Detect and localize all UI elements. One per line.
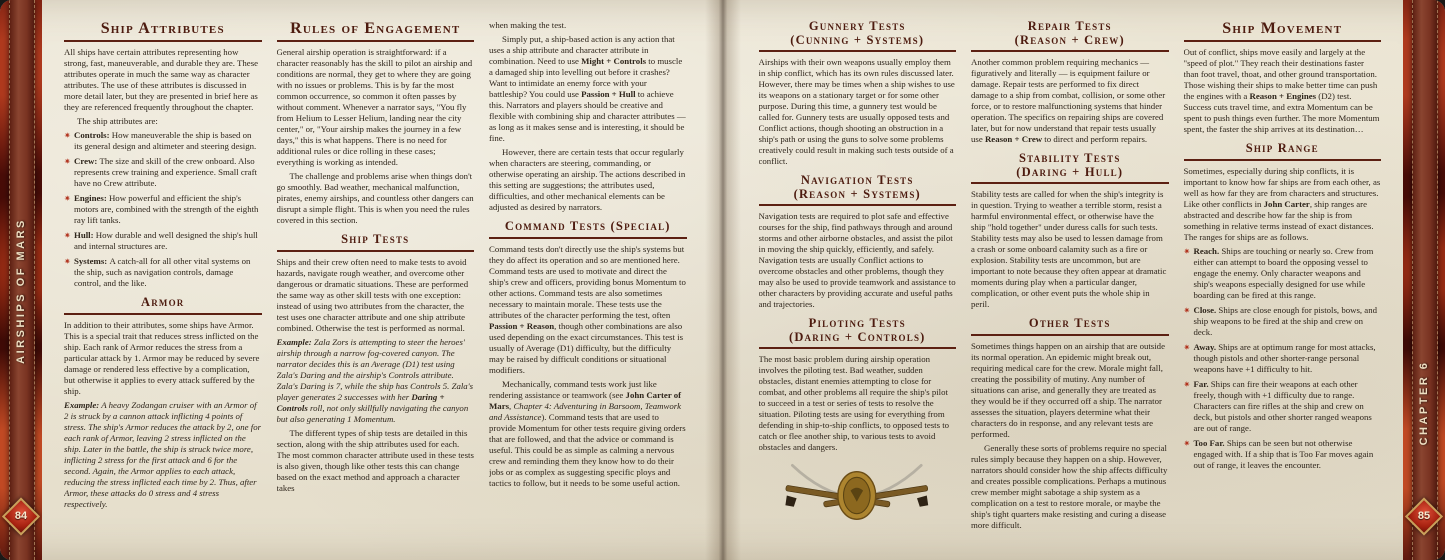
paragraph: Navigation tests are required to plot safe and effective courses for the ship, find pathways through and around storms and other airborne obstacles, and assist the pilot in moving the ship quickly, efficiently, and safely. Navigation tests are usually Conflict actions to overcome obstacles and other problems, though they may also be used to provide teamwork and assistance to other characters by providing accurate and useful paths and trajectories.: [758, 211, 956, 309]
paragraph: Another common problem requiring mechanics — figuratively and literally — is equipment failure or damage. Repair tests are performed to fix direct damage to a ship from combat, collision, or some other force, or to restore malfunctioning systems that hinder operation. The specifics on repairing ships are covered later, but for now understand that repair tests usually use Reason + Crew to direct and perform repairs.: [971, 57, 1166, 144]
heading-rule: [489, 237, 687, 239]
bullet-text: Controls: How maneuverable the ship is based on its general design and altimeter and steering design.: [74, 130, 257, 152]
bullet-item: [1184, 246, 1382, 301]
column-6: [1184, 20, 1382, 550]
bullet-star-icon: ✷: [1183, 246, 1191, 256]
heading-gunnery-tests: Gunnery Tests (Cunning + Systems): [759, 20, 957, 52]
paragraph: Ships and their crew often need to make tests to avoid hazards, navigate rough weather, and overcome other dangerous or dramatic situations. These are performed the same way as other skill tests with one exception: instead of using two attributes from the character, the test uses one character attribute and one ship attribute combined. Otherwise the test is performed as normal.: [276, 256, 469, 333]
page-gutter: [705, 0, 741, 560]
heading-stability-tests: Stability Tests (Daring + Hull): [971, 152, 1169, 184]
sidebar-strap: [1412, 0, 1438, 560]
bullet-item: [1184, 305, 1382, 338]
paragraph: Generally these sorts of problems require no special rules simply because they happen on a ship. However, narrators should consider how the ship affects difficulty and creates possible complications. Perhaps a mutinous crew member might sabotage a ship system as a complication on a test to restore morale, or maybe the ship's tight quarters make resisting and curing a disease more difficult.: [971, 442, 1168, 530]
example-text: Example: Zala Zors is attempting to steer the heroes' airship through a narrow fog-covered canyon. The narrator decides this is an Average (D1) test using Zala's Daring and the airship's Controls attribute. Zala's Daring is 7, while the ship has Controls 5. Zala's player generates 2 successes with her Daring + Controls roll, not only skillfully navigating the canyon but also generating 1 Momentum.: [276, 336, 474, 424]
heading-piloting-tests: Piloting Tests (Daring + Controls): [759, 317, 957, 349]
bullet-text: Systems: A catch-all for all other vital systems on the ship, such as navigation controls, damage control, and the like.: [74, 256, 251, 289]
bullet-star-icon: ✷: [64, 157, 71, 167]
bullet-text: Close. Ships are close enough for pistols, bows, and ship weapons to be fired at the ship and crew on deck.: [1193, 304, 1377, 337]
bullet-item: [1184, 438, 1382, 471]
bullet-text: Reach. Ships are touching or nearly so. Crew from either can attempt to board the opposing vessel to engage the enemy. Only character weapons and ship's weapons especially designed for use while boarding can be fired at this range.: [1193, 245, 1374, 300]
right-chapter-sidebar: [1403, 0, 1445, 560]
heading-rule: [759, 50, 957, 52]
paragraph: Mechanically, command tests work just like rendering assistance or teamwork (see John Carter of Mars, Chapter 4: Adventuring in Barsoom, Teamwork and Assistance). Command tests that are used to provide Momentum for other tests require giving orders that are followed, and that the advice or command is useful. This could be as simple as calming a nervous crew and reminding them they know how to do their jobs or as complex as suggesting specific ploys and tactics to follow, but it needs to be some useful action.: [489, 378, 686, 488]
paragraph: The different types of ship tests are detailed in this section, along with the ship attributes used for each. The most common character attribute used in these tests is also given, though like other tests this can change based on the exact method and approach a character takes: [276, 427, 474, 493]
heading-ship-tests: Ship Tests: [277, 233, 475, 252]
bullet-text: Hull: How durable and well designed the ship's hull and internal structures are.: [74, 230, 258, 252]
heading-command-tests-special: Command Tests (Special): [489, 220, 687, 239]
crossed-rifles-emblem: [762, 457, 952, 527]
heading-rule: [1184, 159, 1382, 161]
bullet-star-icon: ✷: [64, 131, 71, 141]
bullet-star-icon: ✷: [1183, 305, 1191, 315]
bullet-text: Engines: How powerful and efficient the ship's motors are, combined with the strength of the eighth ray lift tanks.: [74, 193, 259, 226]
bullet-item: [64, 156, 262, 189]
heading-rule: [277, 250, 475, 252]
bullet-star-icon: ✷: [1183, 342, 1191, 352]
paragraph: Sometimes, especially during ship conflicts, it is important to know how far ships are from each other, as well as how far they are from characters and structures. Like other conflicts in John Carter, ship ranges are abstracted and describe how far the ship is from something in relative terms instead of exact distances. The ranges for ships are as follows.: [1183, 165, 1381, 242]
paragraph: when making the test.: [489, 20, 567, 30]
column-3: [489, 20, 687, 550]
heading-rule: [971, 334, 1169, 336]
heading-rule: [971, 182, 1169, 184]
heading-rules-of-engagement: Rules of Engagement: [277, 20, 475, 42]
paragraph: Sometimes things happen on an airship that are outside its normal operation. An epidemic might break out, requiring medical care for the crew. Morale might fall, creating the possibility of mutiny. Any number of situations can arise, and generally they are treated as they would be if they occurred off a ship. The narrator assesses the situation, players determine what their characters do in response, and any relevant tests are performed.: [971, 340, 1165, 439]
paragraph: General airship operation is straightforward: if a character reasonably has the skill to pilot an airship and conditions are normal, they get to where they are going with no issues or problems. This is by far the most common occurrence, so common it often passes by without comment. Whenever a narrator says, "You fly from Helium to Lesser Helium, landing near the city center," or, "Your airship makes the journey in a few days," this is what happens. There is no need for additional rules or dice rolling in these cases; everything is working as intended.: [276, 47, 473, 168]
bullet-list: [1184, 246, 1382, 471]
heading-rule: [64, 313, 262, 315]
left-chapter-sidebar: [0, 0, 42, 560]
bullet-item: [64, 130, 262, 152]
bullet-star-icon: ✷: [1183, 379, 1191, 389]
bullet-text: Away. Ships are at optimum range for most attacks, though pistols and other shorter-range personal weapons have +1 difficulty to hit.: [1193, 341, 1376, 374]
heading-armor: Armor: [64, 296, 262, 315]
heading-rule: [277, 40, 475, 42]
heading-other-tests: Other Tests: [971, 317, 1169, 336]
paragraph: The most basic problem during airship operation involves the piloting test. Bad weather, sudden obstacles, distant enemies attempting to close for combat, and other problems all require the ship's pilot to succeed in a test or series of tests to resolve the situation. Piloting tests are using for everything from defending in ship-to-ship conflicts, to opposed tests to catch or flee another ship, to various tests to avoid obstacles and dangers.: [758, 354, 950, 452]
paragraph: The ship attributes are:: [77, 116, 158, 127]
page-number: 84: [14, 510, 28, 522]
bullet-item: [64, 256, 262, 289]
bullet-item: [64, 230, 262, 252]
heading-rule: [64, 40, 262, 42]
bullet-list: [64, 130, 262, 289]
bullet-text: Far. Ships can fire their weapons at each other freely, though with +1 difficulty due to range. Characters can fire rifles at the ship and crew on deck, but pistols and other shorter ranged weapons are out of range.: [1193, 378, 1372, 433]
bullet-item: [1184, 379, 1382, 434]
bullet-star-icon: ✷: [64, 194, 71, 204]
heading-ship-movement: Ship Movement: [1184, 20, 1382, 42]
bullet-text: Crew: The size and skill of the crew onboard. Also represents crew training and experience. Small craft have no Crew attribute.: [74, 156, 257, 189]
paragraph: In addition to their attributes, some ships have Armor. This is a special trait that reduces stress inflicted on the ship. Each rank of Armor reduces the stress from a particular attack by 1. Armor may be reduced by severe damage or rendered less effective by a complication, but otherwise it applies to every attack suffered by the ship.: [64, 319, 260, 396]
paragraph: All ships have certain attributes representing how strong, fast, maneuverable, and durable they are. These attributes operate in much the same way as character attributes. The use of these attributes is discussed in more detail later, but they are presented in brief here as they are referenced frequently throughout the chapter.: [64, 47, 259, 113]
heading-rule: [759, 204, 957, 206]
bullet-star-icon: ✷: [64, 257, 71, 267]
heading-ship-attributes: Ship Attributes: [64, 20, 262, 42]
column-2: [277, 20, 475, 550]
page-84: [42, 0, 705, 560]
heading-repair-tests: Repair Tests (Reason + Crew): [971, 20, 1169, 52]
bullet-star-icon: ✷: [64, 231, 71, 241]
column-5: [971, 20, 1169, 550]
paragraph: However, there are certain tests that occur regularly when characters are steering, commanding, or otherwise operating an airship. The actions described in this setting are suggestions; the attributes used, difficulties, and other mechanical elements can be adjusted as desired by narrators.: [489, 147, 686, 212]
paragraph: Stability tests are called for when the ship's integrity is in question. Trying to weather a terrible storm, resist a harmful environmental effect, or otherwise have the ship "hold together" under duress calls for such tests. Stability tests may also be used to lessen damage from a crash or some onboard calamity such as a fire or explosion. Stability tests are uncommon, but are important to note because they often appear at dramatic moments during play when a particular danger, complication, or other event puts the whole ship in peril.: [971, 189, 1167, 309]
column-1: [64, 20, 262, 550]
paragraph: Command tests don't directly use the ship's systems but they do affect its operation and so are mentioned here. Command tests are used to motivate and direct the ship's crew and officers, providing bonus Momentum to other actions. Command tests are also sometimes necessary to maintain morale. These tests use the attributes of the character performing the test, often Passion + Reason, though other combinations are also used depending on the exact circumstances. This test is usually of Average (D1) difficulty, but the difficulty may be raised by difficult conditions or situational modifiers.: [489, 243, 686, 375]
heading-navigation-tests: Navigation Tests (Reason + Systems): [759, 174, 957, 206]
heading-ship-range: Ship Range: [1184, 142, 1382, 161]
chapter-title-vertical: AIRSHIPS OF MARS: [15, 218, 27, 365]
column-4: [759, 20, 957, 550]
heading-rule: [759, 347, 957, 349]
paragraph: Simply put, a ship-based action is any action that uses a ship attribute and character attribute in combination. Need to use Might + Controls to muscle a damaged ship into levelling out before it crashes? Want to intimidate an enemy force with your battleship? You could use Passion + Hull to achieve this. Narrators and players should be creative and flexible with combining ship and character attributes — as long as it makes sense and is interesting, it should be fine.: [489, 34, 686, 143]
heading-rule: [1184, 40, 1382, 42]
paragraph: Airships with their own weapons usually employ them in ship conflict, which has its own rules discussed later. However, there may be times when a ship wishes to use its weapons on a stationary target or for some other purpose. During this time, a gunnery test would be called for. Gunnery tests are usually opposed tests and Conflict actions, though shooting an obstruction in a ship's path or using the guns to solve some problems creatively could result in making such tests outside of a conflict.: [758, 57, 955, 166]
example-text: Example: A heavy Zodangan cruiser with an Armor of 2 is struck by a cannon attack inflicting 4 points of stress. The ship's Armor reduces the attack by 2, one for each rank of Armor, leaving 2 stress inflicted on the ship. Later in the battle, the ship is struck twice more, inflicting 2 stress for the first attack and 6 for the second. Again, the Armor applies to each attack, reducing the stress inflicted each time by 2. Thus, after Armor, these attacks do 0 stress and 4 stress respectively.: [64, 399, 262, 509]
bullet-text: Too Far. Ships can be seen but not otherwise engaged with. If a ship that is Too Far moves again out of range, it leaves the encounter.: [1193, 437, 1374, 470]
paragraph: The challenge and problems arise when things don't go smoothly. Bad weather, mechanical malfunction, pirates, enemy airships, and countless other dangers can disrupt a simple flight. This is when you need the rules covered in this section.: [276, 171, 474, 226]
bullet-item: [1184, 342, 1382, 375]
bullet-star-icon: ✷: [1183, 438, 1191, 448]
chapter-number-vertical: CHAPTER 6: [1418, 360, 1430, 446]
page-85: [741, 0, 1404, 560]
heading-rule: [971, 50, 1169, 52]
page-number: 85: [1417, 510, 1431, 522]
paragraph: Out of conflict, ships move easily and largely at the "speed of plot." They reach their destinations faster than foot travel, thoat, and other ground transportation. Those wishing their ships to make better time can push the engines with a Reason + Engines (D2) test. Success cuts travel time, and extra Momentum can be spent to push things even further. The more Momentum spent, the faster the ship arrives at its destination…: [1183, 47, 1380, 135]
bullet-item: [64, 193, 262, 226]
